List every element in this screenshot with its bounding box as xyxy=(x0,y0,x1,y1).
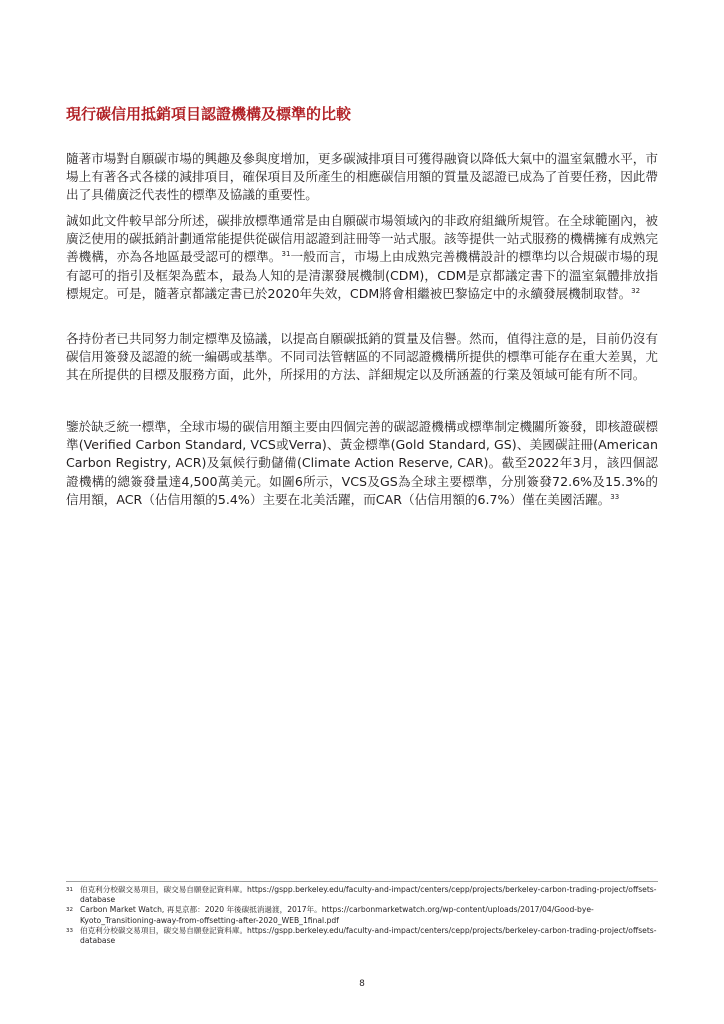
footnote-number: 32 xyxy=(66,907,73,914)
footnote-divider xyxy=(66,881,658,882)
paragraph-2-text-a: 誠如此文件較早部分所述，碳排放標準通常是由自願碳市場領域內的非政府組織所規管。在全球範圍內，被廣泛使用的碳抵銷計劃通常能提供從碳信用認證到註冊等一站式服。該等提供一站式服務的機構擁有成熟完善機構，亦為各地區最受認可的標準。 xyxy=(66,213,658,265)
paragraph-4 xyxy=(66,418,658,509)
paragraph-4-text: 鑒於缺乏統一標準，全球市場的碳信用額主要由四個完善的碳認證機構或標準制定機關所簽發，即核證碳標準(Verified Carbon Standard, VCS或Verra)、黃金標準(Gold Standard, GS)、美國碳註冊(American Carbon Registry, ACR)及氣候行動儲備(Climate Action Reserve, CAR)。截至2022年3月，該四個認證機構的總簽發量達4,500萬美元。如圖6所示，VCS及GS為全球主要標準，分別簽發72.6%及15.3%的信用額，ACR（佔信用額的5.4%）主要在北美活躍，而CAR（佔信用額的6.7%）僅在美國活躍。 xyxy=(66,419,658,507)
footnote-text[interactable]: Carbon Market Watch, 再見京都：2020 年後碳抵消過渡，2017年。https://carbonmarketwatch.org/wp-content/uploads/2017/04/Good-bye-Kyoto_Transitioning-away-from-offsetting-after-2020_WEB_1final.pdf xyxy=(80,905,594,925)
footnote-text[interactable]: 伯克利分校碳交易項目，碳交易自願登記資料庫。https://gspp.berkeley.edu/faculty-and-impact/centers/cepp/projects/berkeley-carbon-trading-project/offsets-database xyxy=(80,925,657,946)
footnote-32 xyxy=(66,905,662,925)
page-number: 8 xyxy=(359,979,365,989)
footnote-ref-32[interactable]: 32 xyxy=(631,286,641,295)
footnote-ref-31[interactable]: 31 xyxy=(281,250,291,259)
footnote-31 xyxy=(66,885,662,905)
footnote-ref-33[interactable]: 33 xyxy=(610,492,620,501)
footnote-text[interactable]: 伯克利分校碳交易項目，碳交易自願登記資料庫。https://gspp.berkeley.edu/faculty-and-impact/centers/cepp/projects/berkeley-carbon-trading-project/offsets-database xyxy=(80,885,657,905)
footnote-number: 33 xyxy=(66,927,73,934)
paragraph-2-text-b: 一般而言，市場上由成熟完善機構設計的標準均以合規碳市場的現有認可的指引及框架為藍本，最為人知的是清潔發展機制(CDM)，CDM是京都議定書下的溫室氣體排放指標規定。可是，隨著京都議定書已於2020年失效，CDM將會相繼被巴黎協定中的永續發展機制取替。 xyxy=(66,249,659,301)
section-heading: 現行碳信用抵銷項目認證機構及標準的比較 xyxy=(66,105,352,123)
paragraph-2 xyxy=(66,212,658,303)
paragraph-3: 各持份者已共同努力制定標準及協議，以提高自願碳抵銷的質量及信譽。然而，值得注意的是，目前仍沒有碳信用簽發及認證的統一編碼或基準。不同司法管轄區的不同認證機構所提供的標準可能存在重大差異，尤其在所提供的目標及服務方面，此外，所採用的方法、詳細規定以及所涵蓋的行業及領域可能有所不同。 xyxy=(66,331,658,383)
footnotes-section xyxy=(66,885,662,946)
footnote-33 xyxy=(66,926,662,946)
paragraph-1: 隨著市場對自願碳市場的興趣及參與度增加，更多碳減排項目可獲得融資以降低大氣中的溫室氣體水平，市場上有著各式各樣的減排項目，確保項目及所產生的相應碳信用額的質量及認證已成為了首要任務，因此帶出了具備廣泛代表性的標準及協議的重要性。 xyxy=(66,151,658,203)
footnote-number: 31 xyxy=(66,887,73,893)
